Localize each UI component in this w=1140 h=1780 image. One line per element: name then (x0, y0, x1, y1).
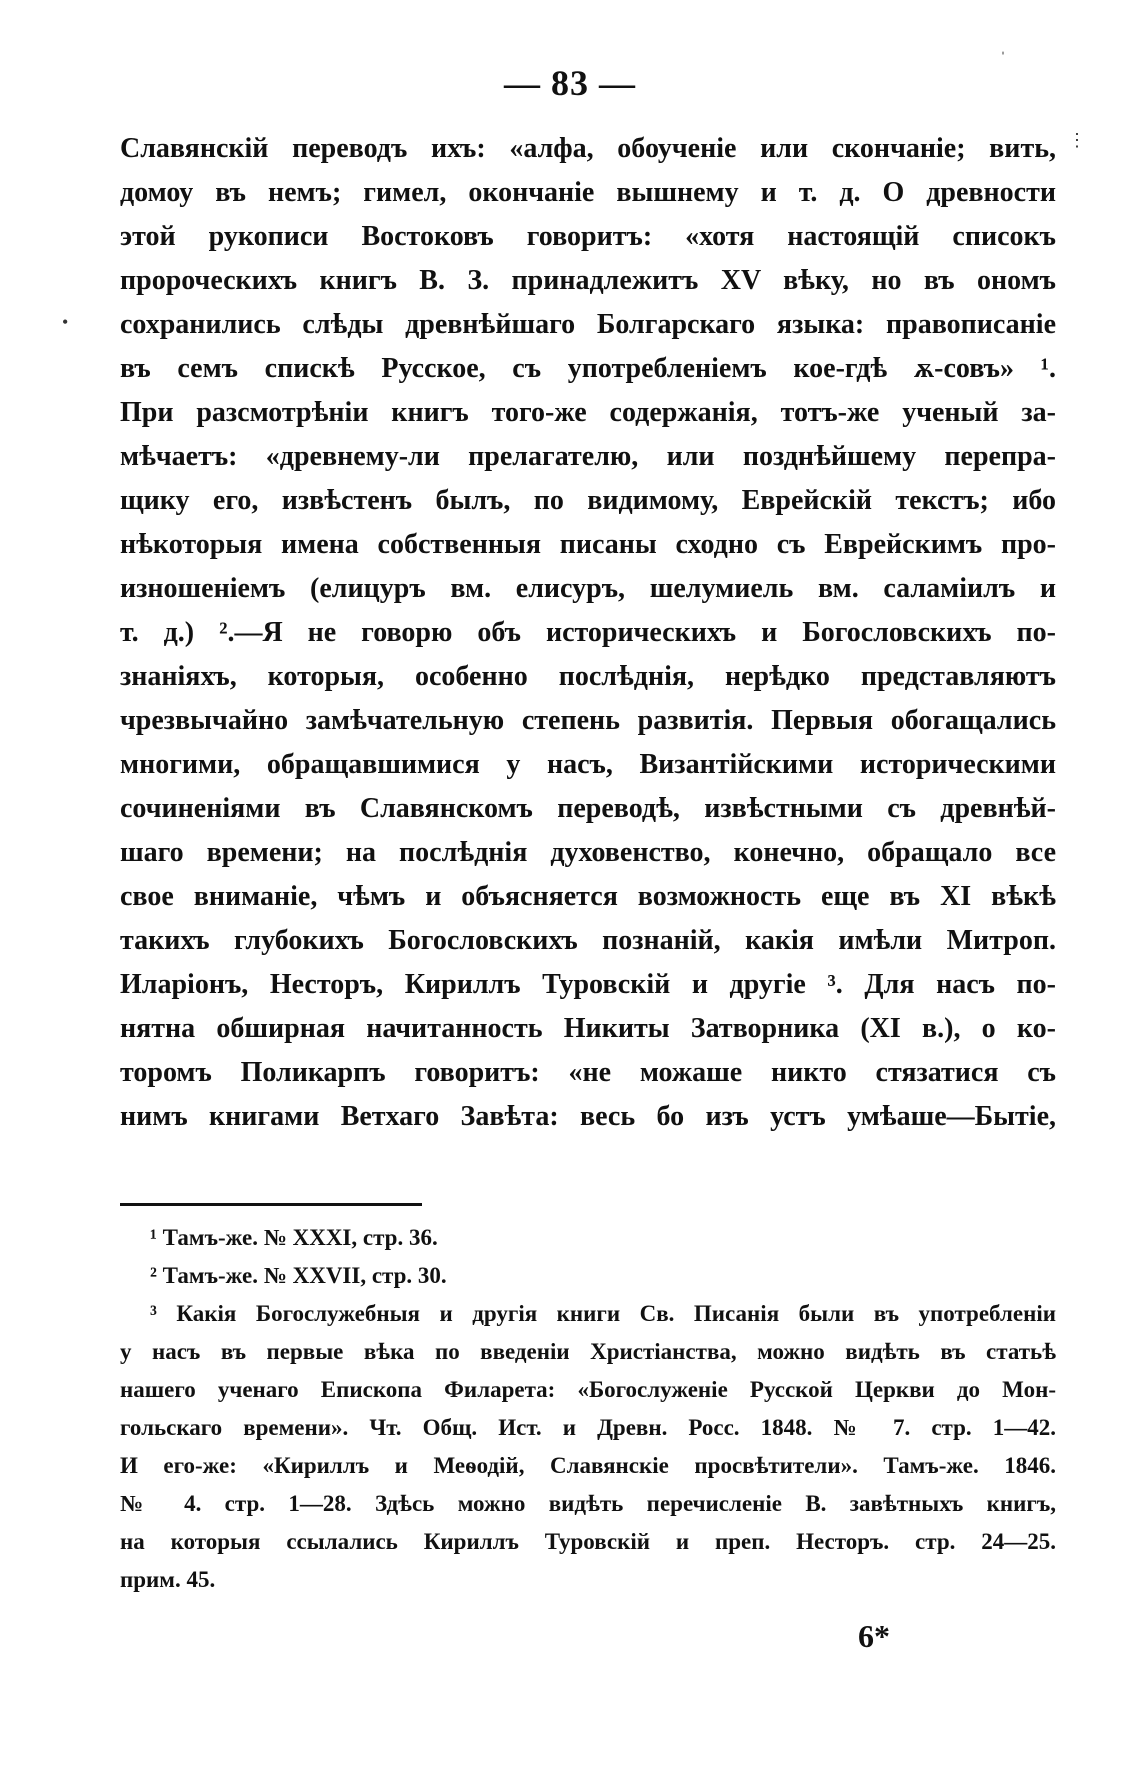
text-line: въ семъ спискѣ Русское, съ употребленіемъ кое-гдѣ ѫ-совъ» ¹. (120, 353, 1056, 384)
text-line: При разсмотрѣніи книгъ того-же содержанія, тотъ-же ученый за- (120, 397, 1056, 428)
text-line: многими, обращавшимися у насъ, Византійскими историческими (120, 749, 1056, 780)
text-line: нимъ книгами Ветхаго Завѣта: весь бо изъ устъ умѣаше—Бытіе, (120, 1101, 1056, 1132)
text-line: чрезвычайно замѣчательную степень развитія. Первыя обогащались (120, 705, 1056, 736)
text-line: знаніяхъ, которыя, особенно послѣднія, нерѣдко представляютъ (120, 661, 1056, 692)
page-number: — 83 — (504, 63, 636, 103)
text-line: нѣкоторыя имена собственныя писаны сходно съ Еврейскимъ про- (120, 529, 1056, 560)
text-line: щику его, извѣстенъ былъ, по видимому, Еврейскій текстъ; ибо (120, 485, 1056, 516)
footnote-3-line: ³ Какія Богослужебныя и другія книги Св. Писанія были въ употребленіи (150, 1301, 1056, 1326)
text-line: пророческихъ книгъ В. З. принадлежитъ XV вѣку, но въ ономъ (120, 265, 1056, 296)
text-line: нятна обширная начитанность Никиты Затворника (XI в.), о ко- (120, 1013, 1056, 1044)
footnotes (120, 1219, 1056, 1599)
footnote-1: ¹ Тамъ-же. № XXXI, стр. 36. (150, 1225, 438, 1250)
footnote-3-line: № 4. стр. 1—28. Здѣсь можно видѣть перечисленіе В. завѣтныхъ книгъ, (120, 1491, 1056, 1516)
signature-mark: 6* (858, 1618, 890, 1654)
footnote-3-line: у насъ въ первые вѣка по введеніи Христіанства, можно видѣть въ статьѣ (120, 1339, 1056, 1364)
text-line: т. д.) ².—Я не говорю объ историческихъ и Богословскихъ по- (120, 617, 1056, 648)
footnote-3-line: нашего ученаго Епископа Филарета: «Богослуженіе Русской Церкви до Мон- (120, 1377, 1056, 1402)
main-text (120, 127, 1056, 1139)
text-line: такихъ глубокихъ Богословскихъ познаній, какія имѣли Митроп. (120, 925, 1056, 956)
footnote-3-line: прим. 45. (120, 1567, 216, 1592)
margin-speck-mark: ˈ (1000, 48, 1006, 68)
text-line: Славянскій переводъ ихъ: «алфа, обоученіе или скончаніе; вить, (120, 133, 1056, 164)
text-line: торомъ Поликарпъ говоритъ: «не можаше никто стязатися съ (120, 1057, 1056, 1088)
margin-dots-mark: ⋮ (1068, 130, 1086, 150)
margin-dot-mark: • (62, 312, 69, 332)
footnote-3-line: И его-же: «Кириллъ и Меѳодій, Славянскіе просвѣтители». Тамъ-же. 1846. (120, 1453, 1056, 1478)
text-line: мѣчаетъ: «древнему-ли прелагателю, или позднѣйшему перепра- (120, 441, 1056, 472)
text-line: домоу въ немъ; гимел, окончаніе вышнему и т. д. О древности (120, 177, 1056, 208)
footnote-divider (120, 1203, 422, 1206)
text-line: свое вниманіе, чѣмъ и объясняется возможность еще въ XI вѣкѣ (120, 881, 1056, 912)
footnote-3-line: гольскаго времени». Чт. Общ. Ист. и Древн. Росс. 1848. № 7. стр. 1—42. (120, 1415, 1056, 1440)
text-line: сочиненіями въ Славянскомъ переводѣ, извѣстными съ древнѣй- (120, 793, 1056, 824)
footnote-2: ² Тамъ-же. № XXVII, стр. 30. (150, 1263, 447, 1288)
text-line: шаго времени; на послѣднія духовенство, конечно, обращало все (120, 837, 1056, 868)
text-line: сохранились слѣды древнѣйшаго Болгарскаго языка: правописаніе (120, 309, 1056, 340)
footnote-3-line: на которыя ссылались Кириллъ Туровскій и преп. Несторъ. стр. 24—25. (120, 1529, 1056, 1554)
text-line: этой рукописи Востоковъ говоритъ: «хотя настоящій списокъ (120, 221, 1056, 252)
text-line: Иларіонъ, Несторъ, Кириллъ Туровскій и другіе ³. Для насъ по- (120, 969, 1056, 1000)
text-line: изношеніемъ (елицуръ вм. елисуръ, шелумиель вм. саламіилъ и (120, 573, 1056, 604)
